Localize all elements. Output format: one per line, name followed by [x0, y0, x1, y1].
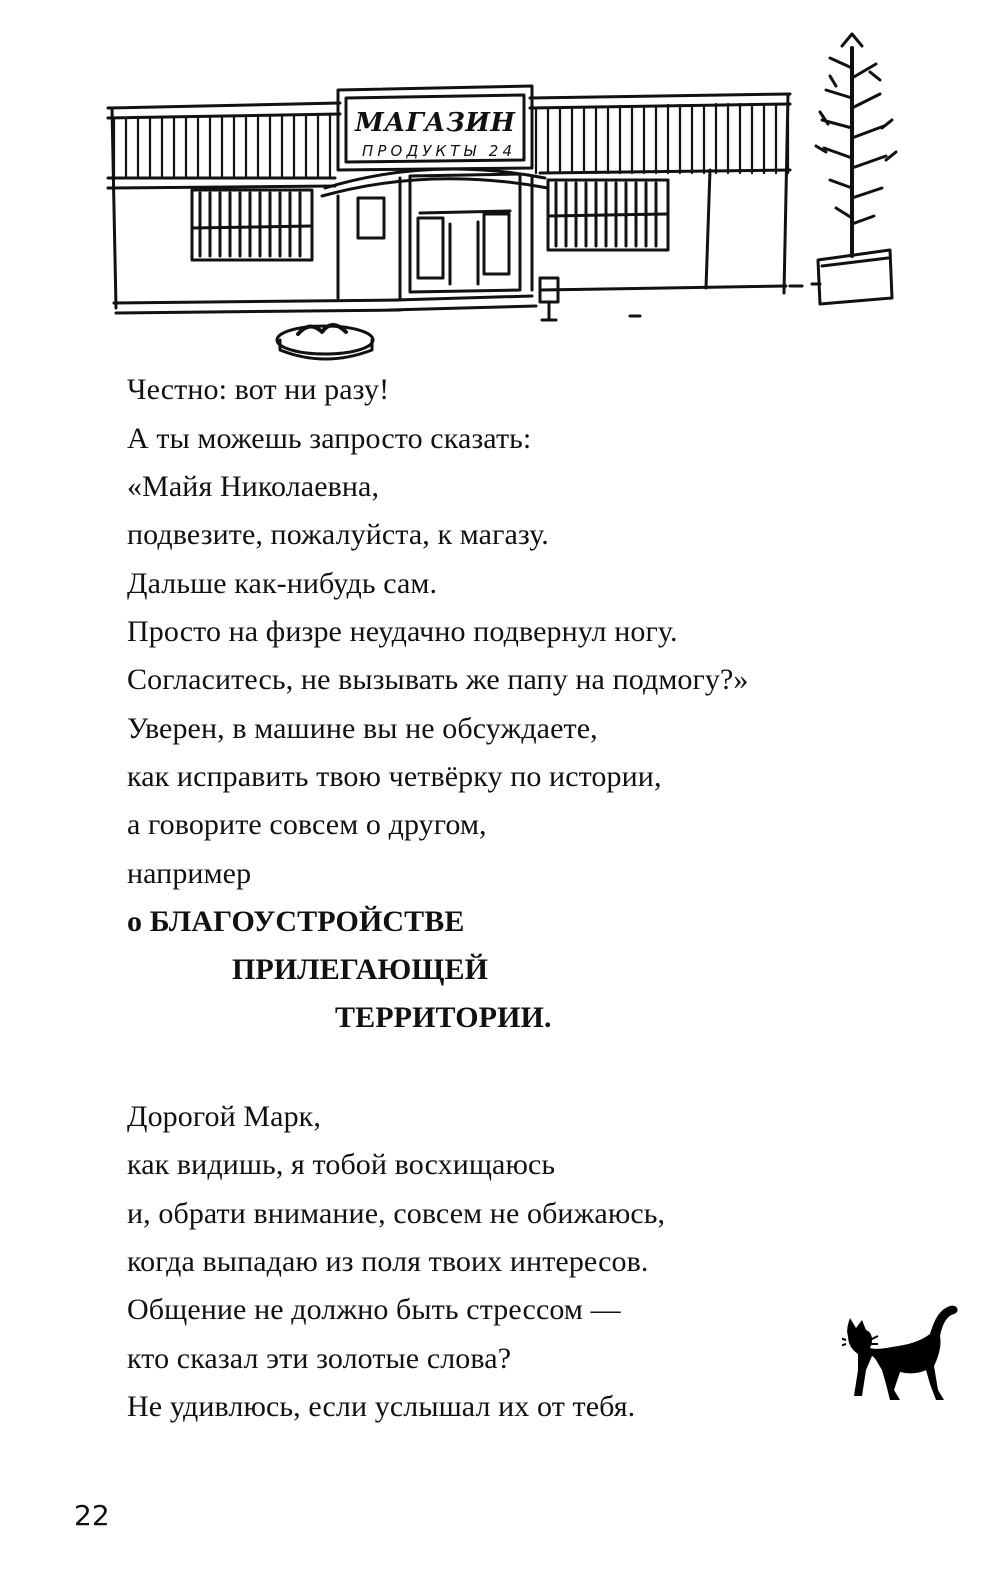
poem-line: Согласитесь, не вызывать же папу на подмогу?» — [127, 663, 749, 696]
poem-line: Честно: вот ни разу! — [127, 373, 390, 406]
poem-line: кто сказал эти золотые слова? — [127, 1342, 512, 1375]
poem-line: Уверен, в машине вы не обсуждаете, — [127, 712, 598, 745]
poem-line: Не удивлюсь, если услышал их от тебя. — [127, 1390, 636, 1423]
poem-line: «Майя Николаевна, — [127, 470, 380, 503]
poem-line: А ты можешь запросто сказать: — [127, 422, 532, 455]
emphasis-line-1: о БЛАГОУСТРОЙСТВЕ — [127, 905, 465, 938]
page-number: 22 — [74, 1499, 110, 1532]
store-sign-subtitle: ПРОДУКТЫ 24 — [362, 142, 512, 160]
poem-line: Дорогой Марк, — [127, 1100, 321, 1133]
cat-icon — [842, 1300, 962, 1412]
poem-line: Общение не должно быть стрессом — — [127, 1293, 621, 1326]
poem-line: Просто на физре неудачно подвернул ногу. — [127, 615, 678, 648]
emphasis-line-2: ПРИЛЕГАЮЩЕЙ — [232, 953, 489, 986]
poem-line: подвезите, пожалуйста, к магазу. — [127, 518, 549, 551]
poem-line: и, обрати внимание, совсем не обижаюсь, — [127, 1197, 666, 1230]
poem-line: как видишь, я тобой восхищаюсь — [127, 1148, 556, 1181]
store-sign-title: МАГАЗИН — [355, 108, 515, 138]
poem-line: как исправить твою четвёрку по истории, — [127, 760, 662, 793]
poem-line: когда выпадаю из поля твоих интересов. — [127, 1245, 649, 1278]
poem-line: а говорите совсем о другом, — [127, 808, 487, 841]
emphasis-line-3: ТЕРРИТОРИИ. — [335, 1001, 552, 1034]
poem-line: например — [127, 857, 252, 890]
poem-line: Дальше как-нибудь сам. — [127, 567, 438, 600]
